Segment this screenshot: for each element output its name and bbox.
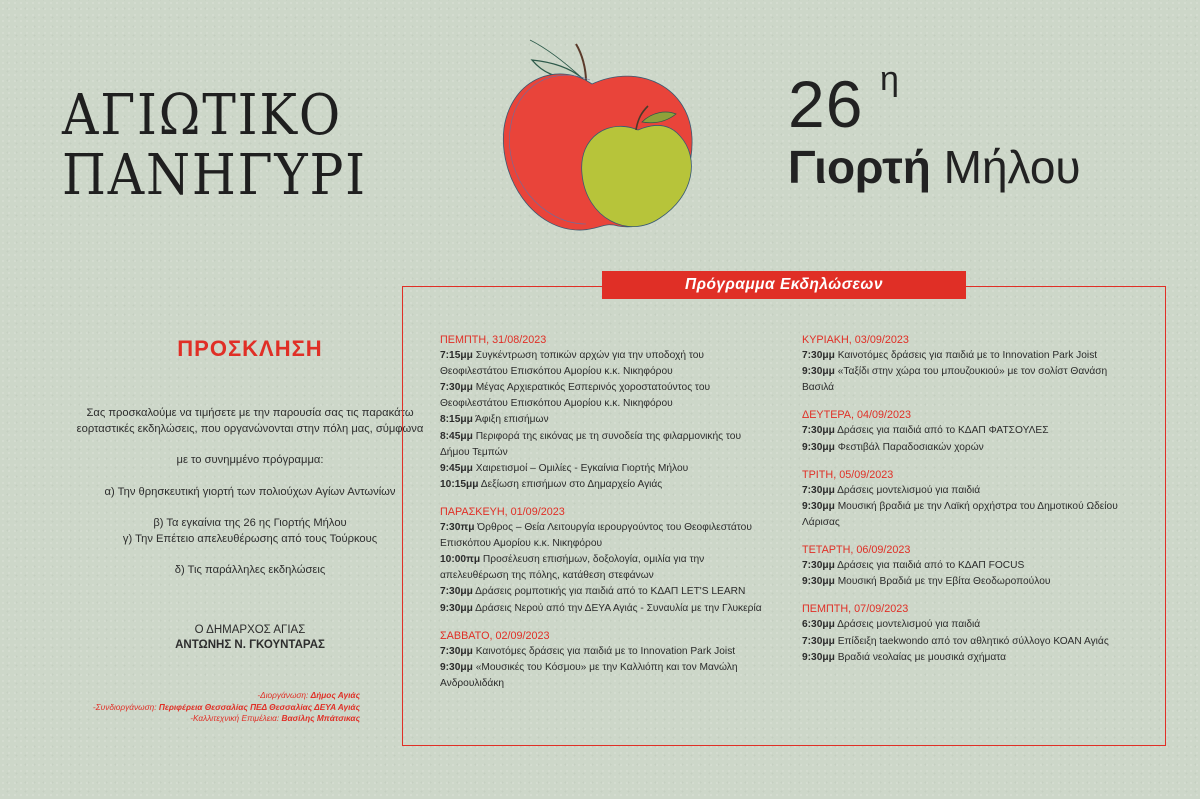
event-line: [440, 445, 785, 461]
event-text: Χαιρετισμοί – Ομιλίες - Εγκαίνια Γιορτής Μήλου: [472, 462, 689, 474]
day-block: [440, 628, 785, 692]
event-text: Δράσεις ρομποτικής για παιδιά από το ΚΔΑΠ LET'S LEARN: [472, 586, 746, 598]
event-time: 7:30μμ: [802, 635, 835, 647]
invitation-item: γ) Την Επέτειο απελευθέρωσης από τους Τούρκους: [122, 532, 378, 545]
festival-subtitle: [788, 140, 1081, 194]
event-text: Καινοτόμες δράσεις για παιδιά με το Innovation Park Joist: [472, 645, 736, 657]
invitation-title: ΠΡΟΣΚΛΗΣΗ: [177, 336, 323, 361]
event-line: [802, 423, 1152, 439]
event-time: 9:30μμ: [802, 441, 835, 453]
day-heading: ΠΑΡΑΣΚΕΥΗ, 01/09/2023: [440, 505, 565, 518]
event-time: 9:30μμ: [440, 661, 473, 673]
event-text: Δεξίωση επισήμων στο Δημαρχείο Αγιάς: [478, 478, 663, 490]
credit-organizer: -Διοργάνωση: Δήμος Αγιάς: [257, 690, 360, 700]
event-line: [440, 380, 785, 396]
event-text: απελευθέρωση της πόλης, κατάθεση στεφάνων: [440, 570, 654, 582]
event-line: [802, 348, 1152, 364]
day-heading: ΔΕΥΤΕΡΑ, 04/09/2023: [802, 409, 912, 422]
invitation-text: [40, 406, 460, 579]
title-line-1: ΑΓΙΩΤΙΚΟ: [62, 83, 342, 148]
event-time: 9:30μμ: [802, 576, 835, 588]
day-heading: ΤΡΙΤΗ, 05/09/2023: [802, 468, 894, 481]
intro-line: εορταστικές εκδηλώσεις, που οργανώνονται στην πόλη μας, σύμφωνα: [76, 422, 424, 435]
event-line: [802, 558, 1152, 574]
event-time: 7:30πμ: [440, 522, 475, 534]
event-line: [440, 520, 785, 536]
event-text: Επισκόπου Αμορίου κ.κ. Νικηφόρου: [440, 538, 603, 550]
event-text: Επίδειξη taekwondo από τον αθλητικό σύλλογο ΚΟΑΝ Αγιάς: [834, 635, 1109, 647]
invitation-item: α) Την θρησκευτική γιορτή των πολιούχων Αγίων Αντωνίων: [104, 485, 396, 498]
apple-illustration-icon: [490, 18, 710, 248]
event-text: Καινοτόμες δράσεις για παιδιά με το Innovation Park Joist: [834, 350, 1098, 362]
event-line: [802, 650, 1152, 666]
event-line: [440, 536, 785, 552]
event-text: Φεστιβάλ Παραδοσιακών χορών: [834, 441, 984, 453]
mayor-title: Ο ΔΗΜΑΡΧΟΣ ΑΓΙΑΣ: [194, 624, 306, 636]
event-text: «Ταξίδι στην χώρα του μπουζουκιού» με τον σολίστ Θανάση: [834, 366, 1108, 378]
day-heading: ΚΥΡΙΑΚΗ, 03/09/2023: [802, 334, 909, 346]
program-right-column: [802, 332, 1152, 677]
event-text: Θεοφιλεστάτου Επισκόπου Αμορίου κ.κ. Νικηφόρου: [440, 366, 673, 378]
subtitle-light: Μήλου: [943, 141, 1081, 193]
day-block: [802, 542, 1152, 590]
event-line: [440, 396, 785, 412]
title-line-2: ΠΑΝΗΓΥΡΙ: [62, 143, 367, 208]
event-text: Περιφορά της εικόνας με τη συνοδεία της φιλαρμονικής του: [472, 430, 742, 442]
event-text: Θεοφιλεστάτου Επισκόπου Αμορίου κ.κ. Νικηφόρου: [440, 398, 673, 410]
subtitle-bold: Γιορτή: [788, 141, 931, 193]
event-time: 10:15μμ: [440, 478, 479, 490]
day-block: [802, 407, 1152, 455]
event-line: [802, 634, 1152, 650]
event-line: [802, 617, 1152, 633]
event-line: [802, 499, 1152, 515]
event-time: 9:30μμ: [802, 366, 835, 378]
day-heading: ΤΕΤΑΡΤΗ, 06/09/2023: [802, 544, 911, 557]
day-block: [802, 332, 1152, 396]
event-line: [802, 515, 1152, 531]
event-text: Δήμου Τεμπών: [440, 446, 508, 458]
day-heading: ΠΕΜΠΤΗ, 31/08/2023: [440, 334, 547, 346]
event-text: Συγκέντρωση τοπικών αρχών για την υποδοχή του: [472, 350, 704, 362]
event-time: 9:30μμ: [802, 500, 835, 512]
event-time: 7:15μμ: [440, 350, 473, 362]
event-line: [440, 660, 785, 676]
day-block: [440, 332, 785, 493]
event-line: [440, 676, 785, 692]
credit-art: -Καλλιτεχνική Επιμέλεια: Βασίλης Μπάτσικας: [190, 713, 360, 723]
event-text: Μέγας Αρχιερατικός Εσπερινός χοροστατούντος του: [472, 382, 711, 394]
event-time: 7:30μμ: [802, 425, 835, 437]
program-left-column: [440, 332, 785, 703]
event-line: [802, 380, 1152, 396]
invitation-item: β) Τα εγκαίνια της 26 ης Γιορτής Μήλου: [153, 517, 347, 529]
day-block: [802, 601, 1152, 665]
event-text: Μουσική βραδιά με την Λαϊκή ορχήστρα του Δημοτικού Ωδείου: [834, 500, 1118, 512]
event-line: [440, 584, 785, 600]
mayor-name: ΑΝΤΩΝΗΣ Ν. ΓΚΟΥΝΤΑΡΑΣ: [175, 639, 325, 651]
event-line: [802, 364, 1152, 380]
event-line: [802, 440, 1152, 456]
invitation-item: δ) Τις παράλληλες εκδηλώσεις: [174, 564, 326, 576]
edition-suffix: η: [880, 60, 899, 98]
event-time: 9:30μμ: [440, 602, 473, 614]
day-heading: ΣΑΒΒΑΤΟ, 02/09/2023: [440, 629, 550, 642]
event-time: 10:00πμ: [440, 554, 481, 566]
event-text: Δράσεις μοντελισμού για παιδιά: [834, 484, 981, 496]
event-text: Ανδρουλιδάκη: [440, 677, 505, 689]
credit-coorganizer: -Συνδιοργάνωση: Περιφέρεια Θεσσαλίας ΠΕΔ Θεσσαλίας ΔΕΥΑ Αγιάς: [92, 701, 360, 712]
event-text: Δράσεις για παιδιά από το ΚΔΑΠ ΦΑΤΣΟΥΛΕΣ: [834, 425, 1049, 437]
credits: [40, 690, 360, 725]
event-time: 7:30μμ: [802, 560, 835, 572]
event-time: 8:45μμ: [440, 430, 473, 442]
intro-line: με το συνημμένο πρόγραμμα:: [176, 454, 324, 466]
festival-title: [62, 83, 382, 208]
event-text: Προσέλευση επισήμων, δοξολογία, ομιλία για την: [480, 554, 705, 566]
event-line: [440, 644, 785, 660]
day-block: [440, 504, 785, 617]
program-banner: Πρόγραμμα Εκδηλώσεων: [602, 271, 966, 299]
event-time: 7:30μμ: [440, 645, 473, 657]
event-text: Μουσική Βραδιά με την Εβίτα Θεοδωροπούλου: [834, 576, 1051, 588]
edition-number: 26: [788, 67, 864, 141]
event-text: Λάρισας: [802, 516, 840, 528]
event-time: 7:30μμ: [440, 586, 473, 598]
event-time: 7:30μμ: [802, 484, 835, 496]
event-text: Βραδιά νεολαίας με μουσικά σχήματα: [834, 651, 1007, 663]
event-line: [440, 477, 785, 493]
event-line: [440, 429, 785, 445]
event-line: [802, 574, 1152, 590]
event-line: [440, 568, 785, 584]
event-time: 7:30μμ: [440, 382, 473, 394]
event-text: Δράσεις Νερού από την ΔΕΥΑ Αγιάς - Συναυλία με την Γλυκερία: [472, 602, 762, 614]
event-time: 6:30μμ: [802, 619, 835, 631]
event-line: [440, 412, 785, 428]
event-time: 8:15μμ: [440, 414, 473, 426]
event-text: «Μουσικές του Κόσμου» με την Καλλιόπη και τον Μανώλη: [472, 661, 738, 673]
event-line: [440, 461, 785, 477]
event-time: 7:30μμ: [802, 350, 835, 362]
event-line: [440, 552, 785, 568]
event-text: Βασιλά: [802, 382, 835, 394]
event-text: Όρθρος – Θεία Λειτουργία ιερουργούντος του Θεοφιλεστάτου: [474, 522, 752, 534]
event-text: Άφιξη επισήμων: [472, 414, 549, 426]
day-block: [802, 467, 1152, 531]
event-line: [440, 364, 785, 380]
day-heading: ΠΕΜΠΤΗ, 07/09/2023: [802, 603, 909, 616]
event-line: [440, 601, 785, 617]
event-text: Δράσεις για παιδιά από το ΚΔΑΠ FOCUS: [834, 560, 1025, 572]
event-line: [802, 483, 1152, 499]
event-time: 9:30μμ: [802, 651, 835, 663]
event-line: [440, 348, 785, 364]
event-text: Δράσεις μοντελισμού για παιδιά: [834, 619, 981, 631]
intro-line: Σας προσκαλούμε να τιμήσετε με την παρουσία σας τις παρακάτω: [86, 407, 414, 419]
event-time: 9:45μμ: [440, 462, 473, 474]
